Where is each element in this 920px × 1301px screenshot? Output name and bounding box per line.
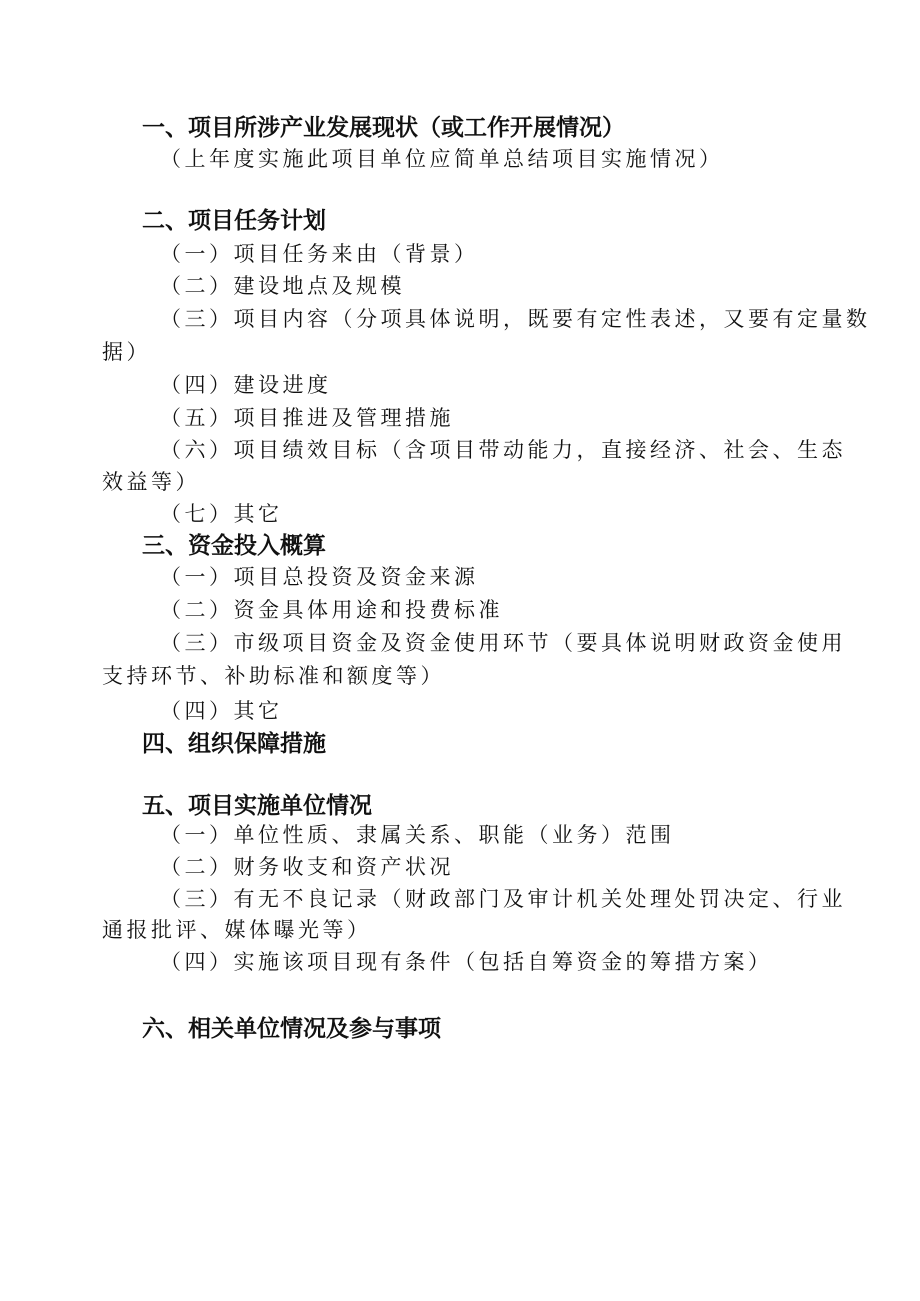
section-2-item-7: （七）其它: [160, 502, 283, 526]
section-2-item-2: （二）建设地点及规模: [160, 274, 405, 298]
section-1-heading: 一、项目所涉产业发展现状（或工作开展情况）: [142, 115, 625, 141]
section-3-item-1: （一）项目总投资及资金来源: [160, 565, 479, 589]
section-5-item-1: （一）单位性质、隶属关系、职能（业务）范围: [160, 823, 675, 847]
section-6-heading: 六、相关单位情况及参与事项: [142, 1016, 441, 1042]
section-2-heading: 二、项目任务计划: [142, 208, 326, 234]
section-3-item-2: （二）资金具体用途和投费标准: [160, 598, 503, 622]
section-1-note: （上年度实施此项目单位应简单总结项目实施情况）: [160, 147, 724, 171]
section-3-item-4: （四）其它: [160, 699, 283, 723]
section-2-item-6-continued: 效益等）: [102, 470, 200, 494]
section-2-item-3: （三）项目内容（分项具体说明，既要有定性表述，又要有定量数: [160, 307, 871, 331]
section-5-item-3-continued: 通报批评、媒体曝光等）: [102, 918, 372, 942]
section-5-item-3: （三）有无不良记录（财政部门及审计机关处理处罚决定、行业: [160, 887, 846, 911]
section-3-heading: 三、资金投入概算: [142, 533, 326, 559]
section-5-heading: 五、项目实施单位情况: [142, 793, 372, 819]
section-2-item-6: （六）项目绩效目标（含项目带动能力，直接经济、社会、生态: [160, 438, 846, 462]
section-2-item-5: （五）项目推进及管理措施: [160, 406, 454, 430]
section-4-heading: 四、组织保障措施: [142, 731, 326, 757]
section-2-item-1: （一）项目任务来由（背景）: [160, 242, 479, 266]
section-5-item-4: （四）实施该项目现有条件（包括自筹资金的筹措方案）: [160, 950, 773, 974]
section-3-item-3: （三）市级项目资金及资金使用环节（要具体说明财政资金使用: [160, 631, 846, 655]
section-3-item-3-continued: 支持环节、补助标准和额度等）: [102, 664, 445, 688]
section-2-item-4: （四）建设进度: [160, 373, 332, 397]
section-5-item-2: （二）财务收支和资产状况: [160, 855, 454, 879]
section-2-item-3-continued: 据）: [102, 340, 151, 364]
